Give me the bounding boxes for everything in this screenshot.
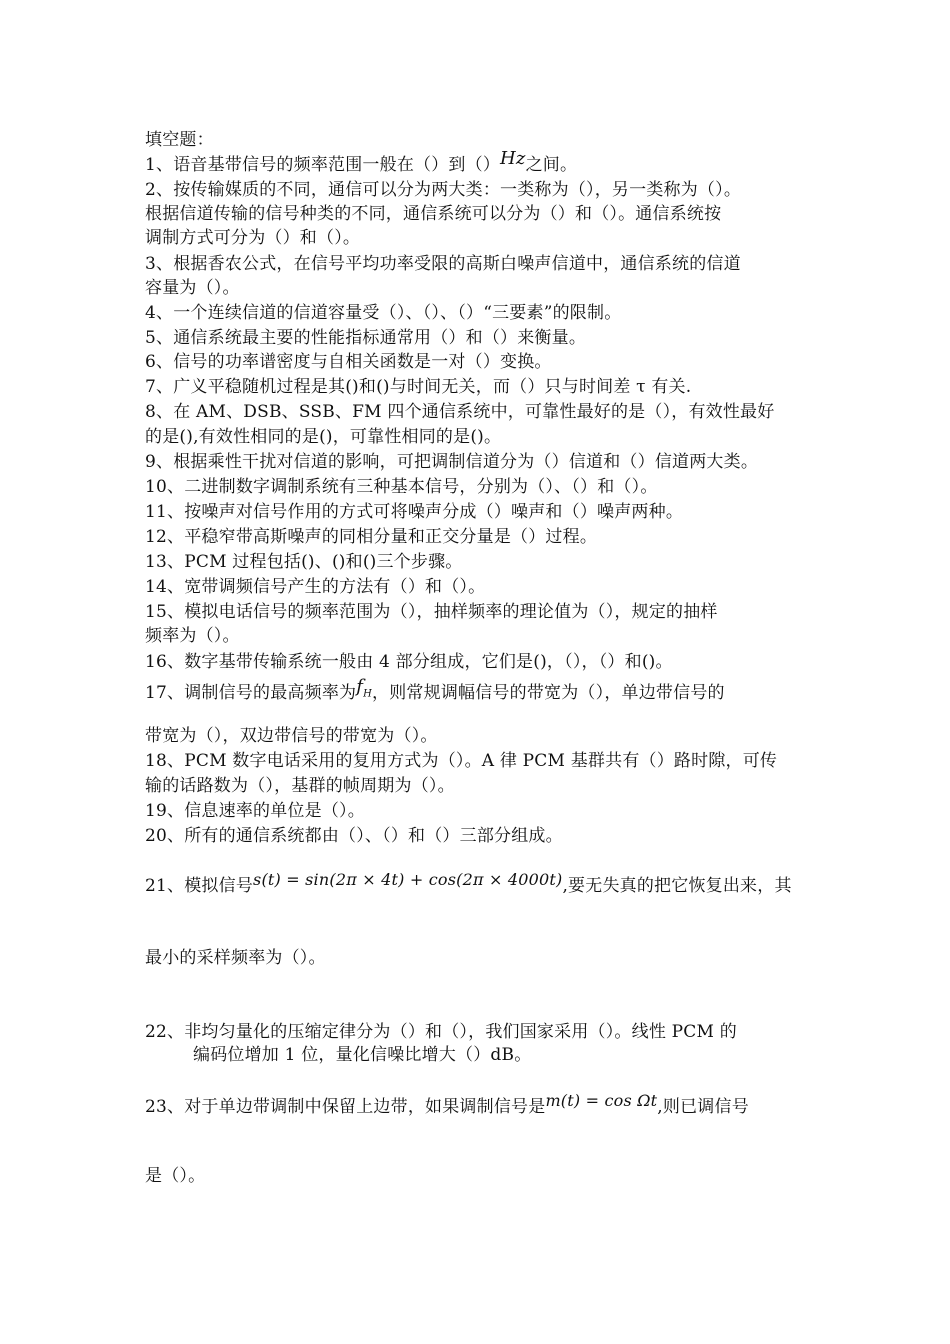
question-2-line-2: 根据信道传输的信号种类的不同，通信系统可以分为（）和（）。通信系统按: [145, 204, 722, 224]
question-18-line-1: 18、PCM 数字电话采用的复用方式为（）。A 律 PCM 基群共有（）路时隙，可传: [145, 751, 778, 771]
q1-formula-hz: Hz: [500, 148, 526, 169]
question-5: 5、通信系统最主要的性能指标通常用（）和（）来衡量。: [145, 328, 587, 348]
q17-formula-f: f: [356, 676, 364, 697]
question-14: 14、宽带调频信号产生的方法有（）和（）。: [145, 577, 486, 597]
question-13: 13、PCM 过程包括()、()和()三个步骤。: [145, 552, 463, 572]
question-2-line-1: 2、按传输媒质的不同，通信可以分为两大类：一类称为（），另一类称为（）。: [145, 180, 742, 200]
question-22-line-1: 22、非均匀量化的压缩定律分为（）和（），我们国家采用（）。线性 PCM 的: [145, 1022, 737, 1042]
question-21-line-2: 最小的采样频率为（）。: [145, 948, 326, 968]
question-23-line-2: 是（）。: [145, 1166, 206, 1186]
question-9: 9、根据乘性干扰对信道的影响，可把调制信道分为（）信道和（）信道两大类。: [145, 452, 759, 472]
section-heading: 填空题：: [145, 130, 214, 150]
question-22-line-2: 编码位增加 1 位，量化信噪比增大（）dB。: [193, 1045, 532, 1065]
q21-text-b: ,要无失真的把它恢复出来，其: [562, 876, 792, 896]
question-8-line-1: 8、在 AM、DSB、SSB、FM 四个通信系统中，可靠性最好的是（），有效性最好: [145, 402, 775, 422]
q23-text-a: 23、对于单边带调制中保留上边带，如果调制信号是: [145, 1097, 546, 1117]
question-18-line-2: 输的话路数为（），基群的帧周期为（）。: [145, 776, 455, 796]
question-21-line-1: [145, 870, 792, 898]
question-3-line-1: 3、根据香农公式，在信号平均功率受限的高斯白噪声信道中，通信系统的信道: [145, 254, 741, 274]
question-12: 12、平稳窄带高斯噪声的同相分量和正交分量是（）过程。: [145, 527, 598, 547]
question-8-line-2: 的是(),有效性相同的是()，可靠性相同的是()。: [145, 427, 502, 447]
question-20: 20、所有的通信系统都由（）、（）和（）三部分组成。: [145, 826, 563, 846]
question-3-line-2: 容量为（）。: [145, 278, 240, 298]
question-23-line-1: [145, 1091, 749, 1119]
q23-text-b: ,则已调信号: [657, 1097, 749, 1117]
q17-text-b: ，则常规调幅信号的带宽为（），单边带信号的: [372, 683, 725, 703]
q17-formula-fh: [356, 676, 373, 700]
q17-formula-sub: H: [363, 688, 373, 700]
question-10: 10、二进制数字调制系统有三种基本信号，分别为（）、（）和（）。: [145, 477, 658, 497]
q1-text-a: 1、语音基带信号的频率范围一般在（）到（）: [145, 155, 501, 175]
question-11: 11、按噪声对信号作用的方式可将噪声分成（）噪声和（）噪声两种。: [145, 502, 684, 522]
question-7: 7、广义平稳随机过程是其()和()与时间无关，而（）只与时间差 τ 有关.: [145, 377, 692, 397]
question-1: [145, 148, 578, 177]
question-15-line-2: 频率为（）。: [145, 626, 240, 646]
question-16: 16、数字基带传输系统一般由 4 部分组成，它们是()，（），（）和()。: [145, 652, 673, 672]
question-4: 4、一个连续信道的信道容量受（）、（）、（）“三要素”的限制。: [145, 303, 622, 323]
q1-text-b: 之间。: [525, 155, 578, 175]
q17-text-a: 17、调制信号的最高频率为: [145, 683, 357, 703]
question-17-line-2: 带宽为（），双边带信号的带宽为（）。: [145, 726, 438, 746]
question-15-line-1: 15、模拟电话信号的频率范围为（），抽样频率的理论值为（），规定的抽样: [145, 602, 718, 622]
q23-formula: m(t) = cos Ωt: [545, 1091, 658, 1110]
q21-formula: s(t) = sin(2π × 4t) + cos(2π × 4000t): [253, 870, 563, 889]
q21-text-a: 21、模拟信号: [145, 876, 254, 896]
question-19: 19、信息速率的单位是（）。: [145, 801, 365, 821]
question-17-line-1: [145, 676, 725, 713]
question-6: 6、信号的功率谱密度与自相关函数是一对（）变换。: [145, 352, 552, 372]
question-2-line-3: 调制方式可分为（）和（）。: [145, 228, 361, 248]
